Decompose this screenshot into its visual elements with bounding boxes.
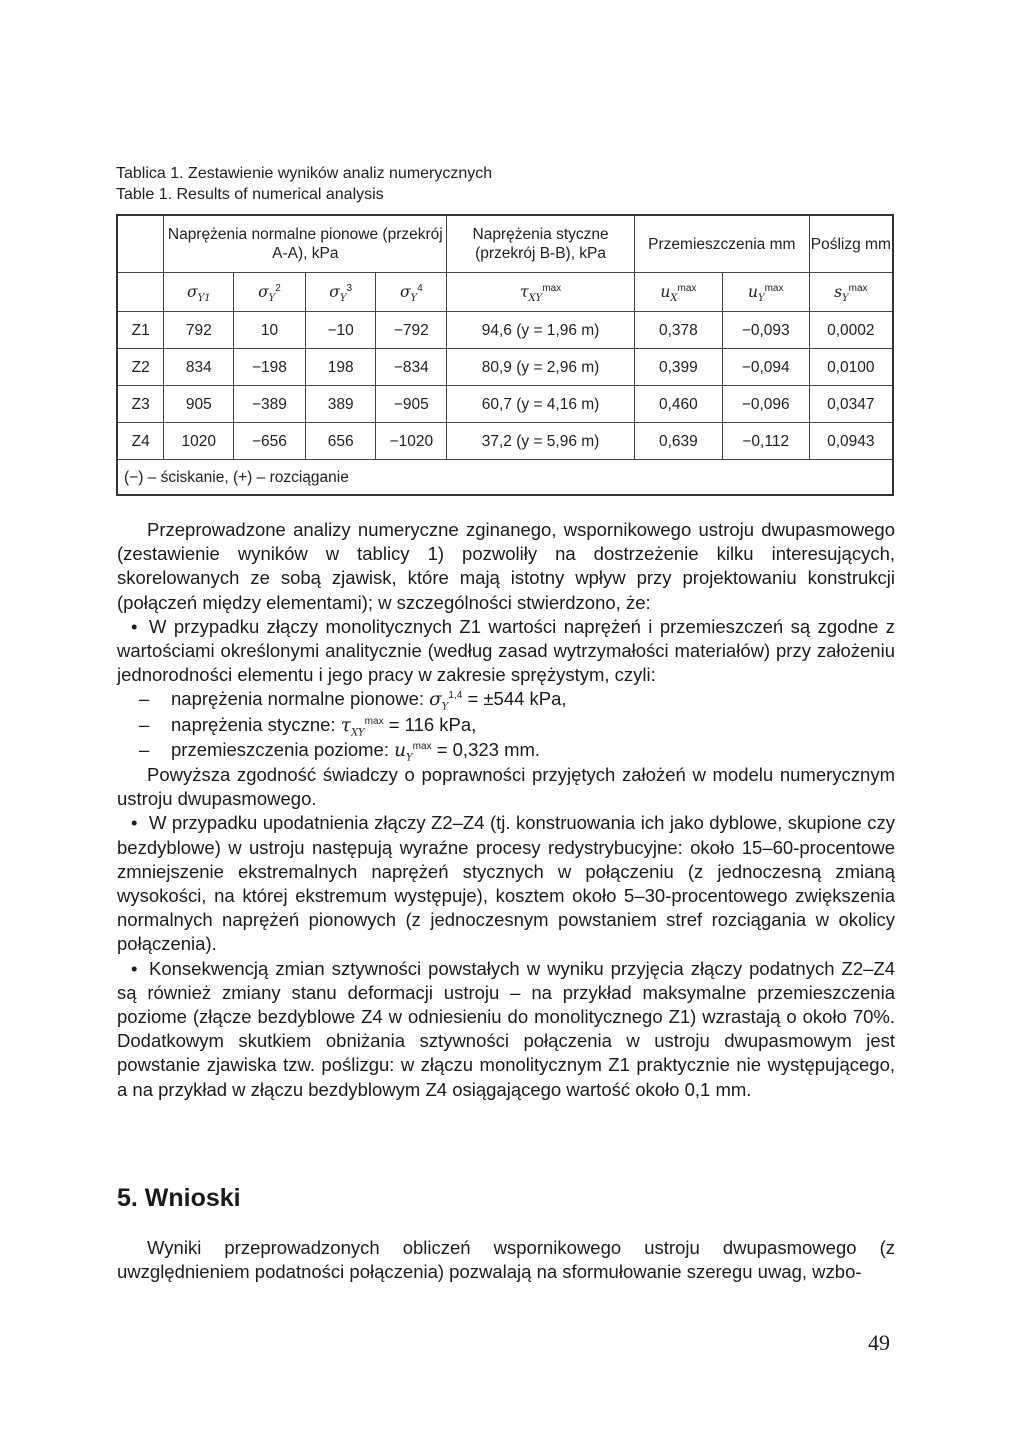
- page-number: 49: [868, 1330, 890, 1355]
- table-group-header-row: [117, 215, 893, 273]
- col-header-sy-max: $s_Y^{max}$: [809, 273, 893, 312]
- section-heading: 5. Wnioski: [117, 1184, 241, 1212]
- cell-sigma-y1: 792: [164, 312, 234, 349]
- dash-item: – naprężenia normalne pionowe: $\sigma_Y^{1,4} = \pm 544$ kPa,: [139, 688, 567, 714]
- cell-ux: 0,399: [634, 349, 722, 386]
- bullet-item: • W przypadku upodatnienia złączy Z2–Z4 (tj. konstruowania ich jako dyblowe, skupione czy bezdyblowe) w ustroju następują wyraźne procesy redystrybucyjne: około 15–60-procentowe zmniejszenie ekstremalnych naprężeń stycznych w połączeniu (z jednoczesną zmianą wysokości, na której ekstremum występuje), kosztem około 5–30-procentowego zwiększenia normalnych naprężeń pionowych (z jednoczesnym powstaniem stref rozciągania w okolicy połączenia).: [117, 812, 895, 955]
- col-header-sigma-y2: $\sigma_Y^2$: [234, 273, 306, 312]
- table-row: [117, 386, 893, 423]
- cell-ux: 0,460: [634, 386, 722, 423]
- cell-sigma-y4: −905: [376, 386, 447, 423]
- bullet-item: • W przypadku złączy monolitycznych Z1 wartości naprężeń i przemieszczeń są zgodne z wartościami określonymi analitycznie (według zasad wytrzymałości materiałów) przy założeniu jednorodności elementu i jego pracy w zakresie sprężystym, czyli:: [117, 615, 895, 686]
- cell-sigma-y4: −1020: [376, 423, 447, 460]
- cell-tau-xy: 60,7 (y = 4,16 m): [447, 386, 635, 423]
- conclusions-text: [117, 1236, 895, 1284]
- cell-sigma-y3: −10: [305, 312, 376, 349]
- results-table-container: [116, 214, 894, 496]
- dash-marker-icon: –: [139, 713, 150, 735]
- bullet-dot-icon: •: [131, 957, 138, 979]
- col-header-uy-max: $u_Y^{max}$: [722, 273, 809, 312]
- table-row: [117, 349, 893, 386]
- bullet-dot-icon: •: [131, 615, 138, 637]
- paragraph: Wyniki przeprowadzonych obliczeń wspornikowego ustroju dwupasmowego (z uwzględnieniem podatności połączenia) pozwalają na sformułowanie szeregu uwag, wzbo-: [117, 1237, 895, 1283]
- dash-item: – przemieszczenia poziome: $u_Y^{max} = 0,323$ mm.: [139, 738, 541, 764]
- cell-sigma-y1: 834: [164, 349, 234, 386]
- col-header-ux-max: $u_X^{max}$: [634, 273, 722, 312]
- cell-sigma-y4: −792: [376, 312, 447, 349]
- cell-sy: 0,0943: [809, 423, 893, 460]
- header-shear-stress: Naprężenia styczne (przekrój B-B), kPa: [447, 215, 635, 273]
- header-slip: Poślizg mm: [809, 215, 893, 273]
- header-normal-stress: Naprężenia normalne pionowe (przekrój A-A), kPa: [164, 215, 447, 273]
- col-header-sigma-y4: $\sigma_Y^4$: [376, 273, 447, 312]
- results-table: [116, 214, 894, 496]
- table-caption-en: Table 1. Results of numerical analysis: [116, 186, 384, 203]
- cell-sy: 0,0347: [809, 386, 893, 423]
- cell-sy: 0,0100: [809, 349, 893, 386]
- cell-sigma-y2: −389: [234, 386, 306, 423]
- cell-sigma-y2: −656: [234, 423, 306, 460]
- cell-sigma-y1: 1020: [164, 423, 234, 460]
- paragraph: Przeprowadzone analizy numeryczne zginanego, wspornikowego ustroju dwupasmowego (zestawienie wyników w tablicy 1) pozwoliły na dostrzeżenie kilku interesujących, skorelowanych ze sobą zjawisk, które mają istotny wpływ przy projektowaniu konstrukcji (połączeń między elementami); w szczególności stwierdzono, że:: [117, 519, 895, 613]
- paragraph: Powyższa zgodność świadczy o poprawności przyjętych założeń w modelu numerycznym ustroju dwupasmowego.: [117, 764, 895, 810]
- cell-tau-xy: 80,9 (y = 2,96 m): [447, 349, 635, 386]
- row-label: Z2: [117, 349, 164, 386]
- bullet-item: • Konsekwencją zmian sztywności powstałych w wyniku przyjęcia złączy podatnych Z2–Z4 są również zmiany stanu deformacji ustroju – na przykład maksymalne przemieszczenia poziome (złącze bezdyblowe Z4 w odniesieniu do monolitycznego Z1) wzrastają o około 70%. Dodatkowym skutkiem obniżania sztywności połączenia w ustroju dwupasmowym jest powstanie zjawiska tzw. poślizgu: w złączu monolitycznym Z1 praktycznie nie występującego, a na przykład w złączu bezdyblowym Z4 osiągającego wartość około 0,1 mm.: [117, 957, 895, 1100]
- cell-sigma-y1: 905: [164, 386, 234, 423]
- table-footnote: (−) – ściskanie, (+) – rozciąganie: [117, 460, 893, 496]
- row-label: Z4: [117, 423, 164, 460]
- empty-corner-cell: [117, 215, 164, 273]
- cell-ux: 0,639: [634, 423, 722, 460]
- cell-uy: −0,093: [722, 312, 809, 349]
- cell-sigma-y2: −198: [234, 349, 306, 386]
- cell-sigma-y3: 198: [305, 349, 376, 386]
- cell-sigma-y4: −834: [376, 349, 447, 386]
- col-header-tau-xy-max: $\tau_{XY}^{max}$: [447, 273, 635, 312]
- body-text: [117, 518, 895, 1102]
- bullet-dot-icon: •: [131, 812, 138, 834]
- table-row: [117, 423, 893, 460]
- header-displacement: Przemieszczenia mm: [634, 215, 809, 273]
- cell-sigma-y2: 10: [234, 312, 306, 349]
- cell-uy: −0,112: [722, 423, 809, 460]
- table-caption-pl: Tablica 1. Zestawienie wyników analiz numerycznych: [116, 165, 493, 182]
- table-symbol-header-row: [117, 273, 893, 312]
- table-row: [117, 312, 893, 349]
- cell-sy: 0,0002: [809, 312, 893, 349]
- dash-item: – naprężenia styczne: $\tau_{XY}^{max} = 116$ kPa,: [139, 713, 477, 739]
- cell-tau-xy: 94,6 (y = 1,96 m): [447, 312, 635, 349]
- table-footnote-row: [117, 460, 893, 496]
- cell-uy: −0,096: [722, 386, 809, 423]
- cell-uy: −0,094: [722, 349, 809, 386]
- cell-tau-xy: 37,2 (y = 5,96 m): [447, 423, 635, 460]
- table-captions: [116, 163, 492, 205]
- cell-sigma-y3: 389: [305, 386, 376, 423]
- col-header-sigma-y1: $\sigma_{Y1}$: [164, 273, 234, 312]
- cell-sigma-y3: 656: [305, 423, 376, 460]
- dash-marker-icon: –: [139, 688, 150, 710]
- empty-label-cell: [117, 273, 164, 312]
- col-header-sigma-y3: $\sigma_Y^3$: [305, 273, 376, 312]
- row-label: Z3: [117, 386, 164, 423]
- cell-ux: 0,378: [634, 312, 722, 349]
- row-label: Z1: [117, 312, 164, 349]
- dash-marker-icon: –: [139, 738, 150, 760]
